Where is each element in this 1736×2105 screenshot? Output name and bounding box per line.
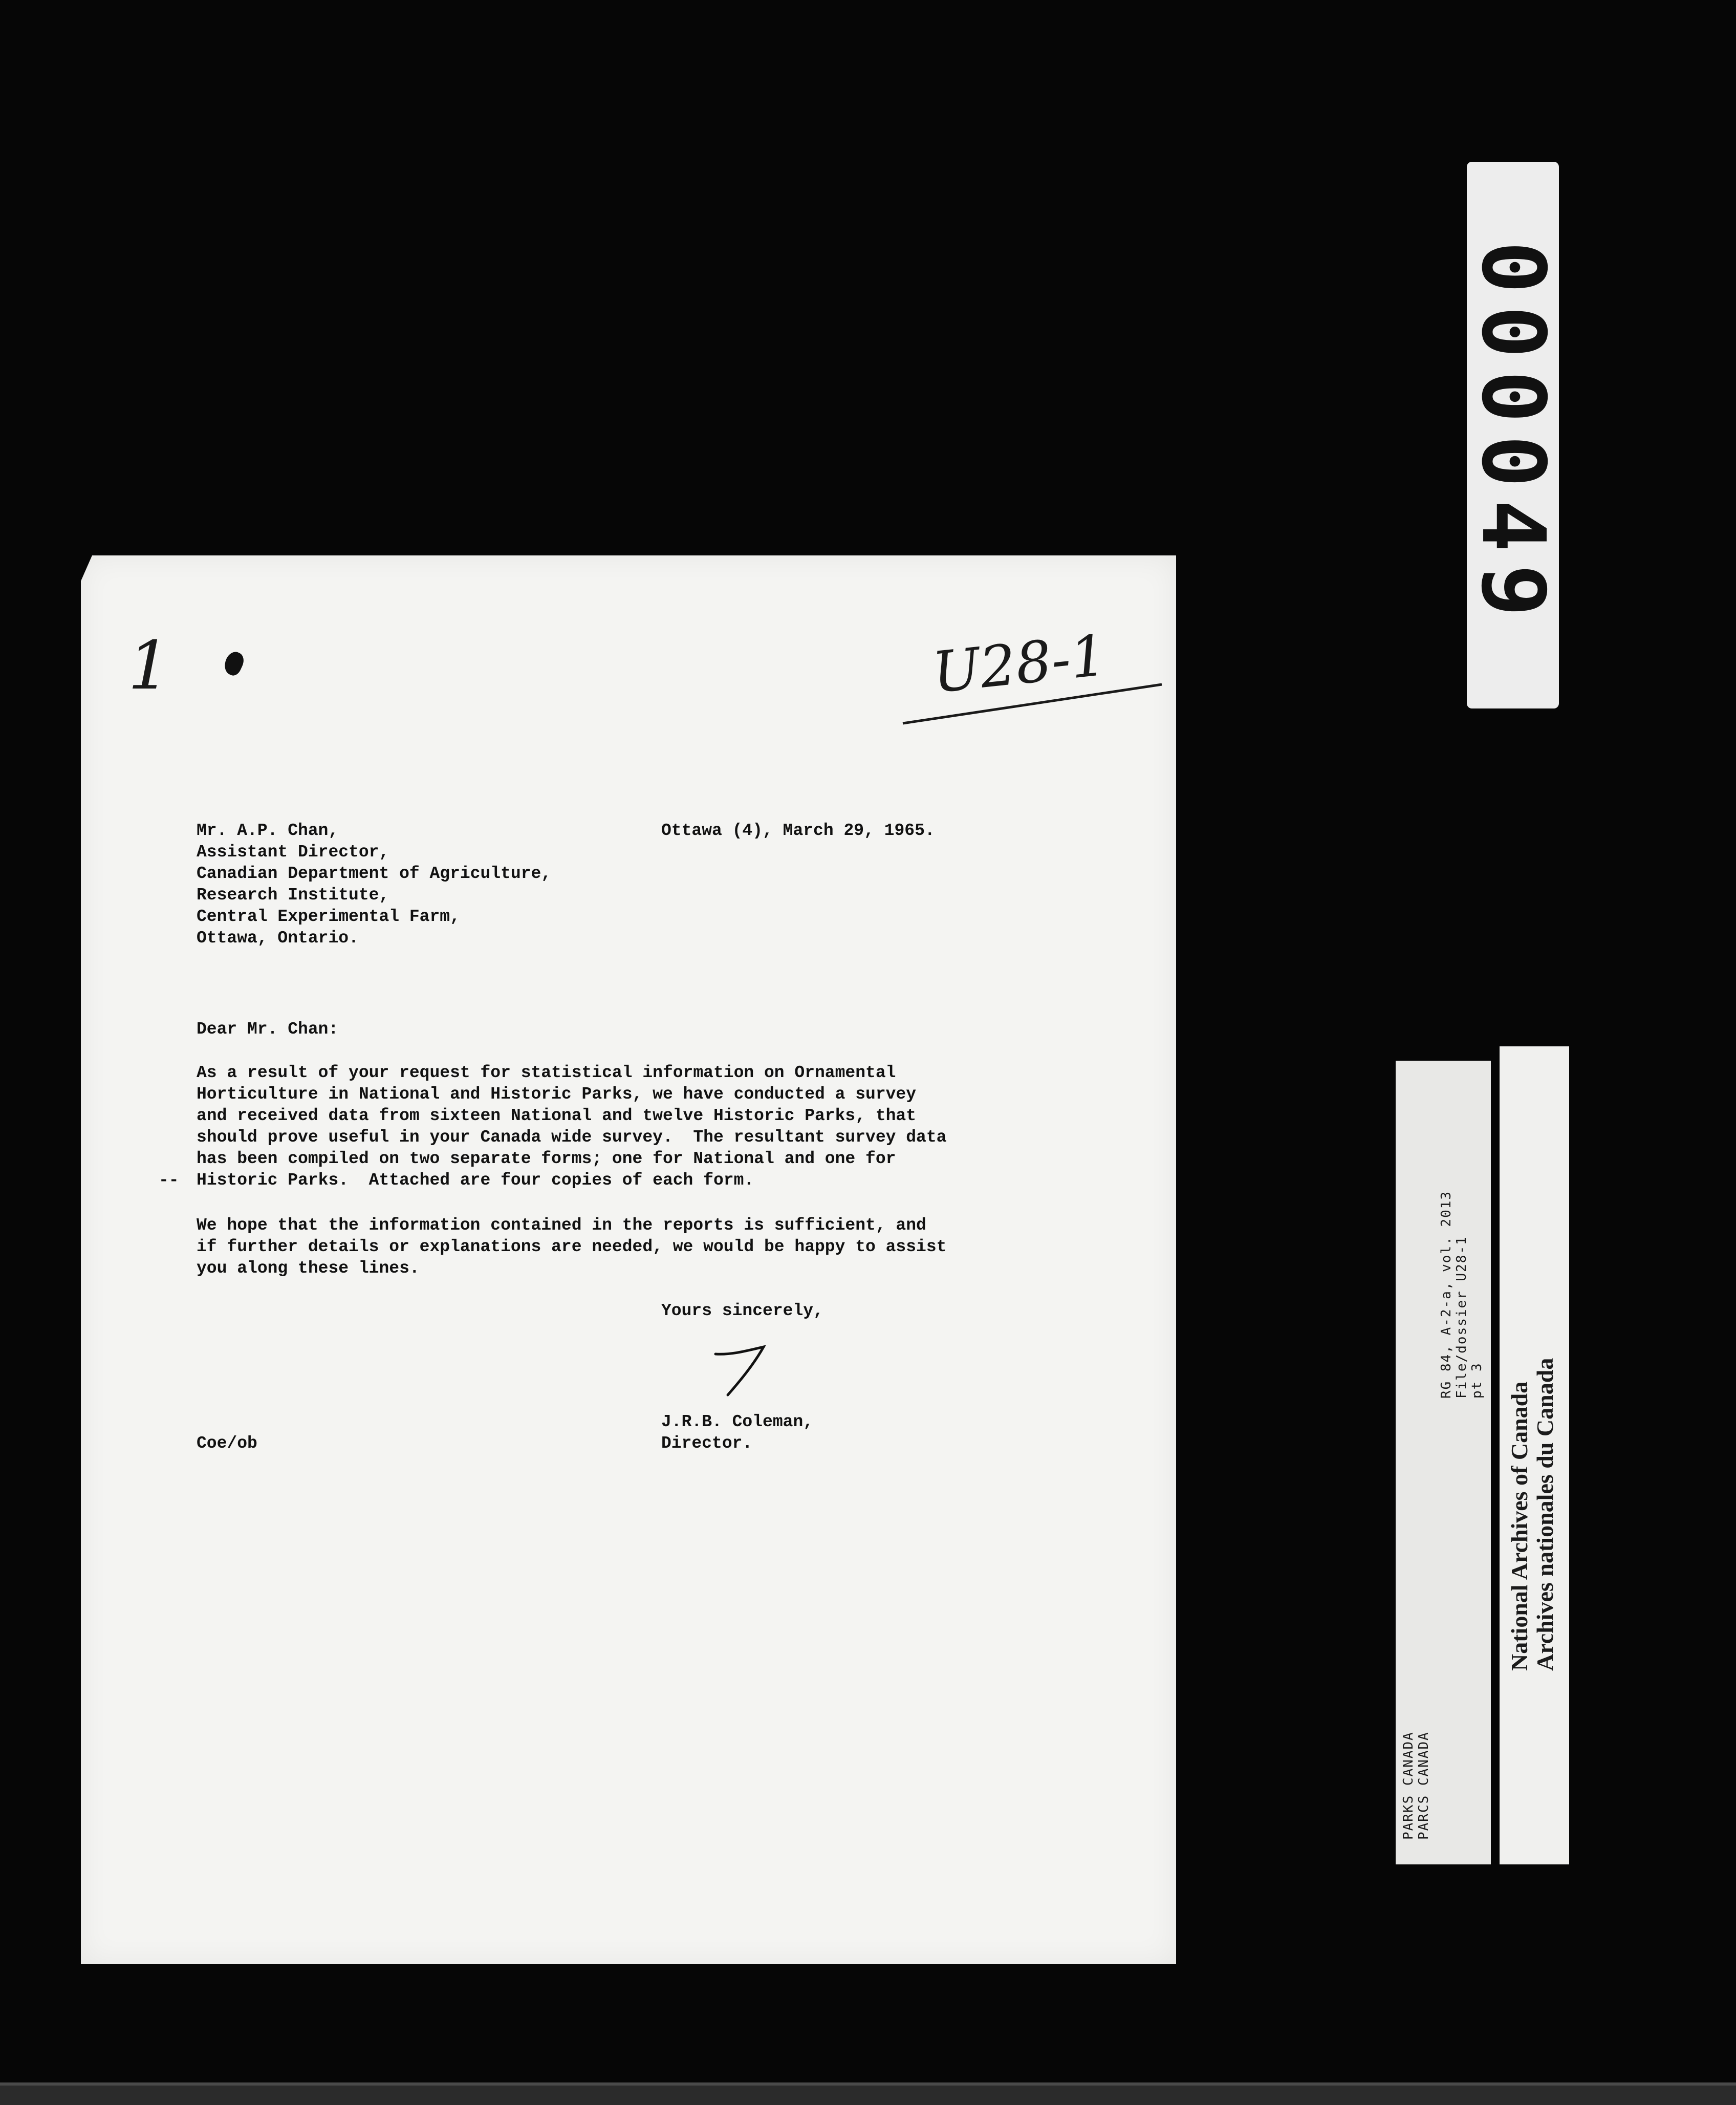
page-folded-corner bbox=[81, 555, 92, 581]
paragraph-line: if further details or explanations are needed, we would be happy to assist bbox=[197, 1237, 947, 1256]
paragraph-line: Historic Parks. Attached are four copies of each form. bbox=[197, 1171, 754, 1190]
closing: Yours sincerely, bbox=[661, 1301, 823, 1320]
date-line: Ottawa (4), March 29, 1965. bbox=[661, 821, 935, 840]
signatory-name: J.R.B. Coleman, bbox=[661, 1412, 814, 1431]
paragraph-line: should prove useful in your Canada wide survey. The resultant survey data bbox=[197, 1128, 947, 1147]
signature bbox=[710, 1343, 782, 1399]
paragraph-line: We hope that the information contained in the reports is sufficient, and bbox=[197, 1216, 926, 1235]
handwritten-file-number: U28-1 bbox=[929, 622, 1110, 706]
margin-mark: -- bbox=[159, 1171, 179, 1190]
archive-reference-line: RG 84, A-2-a, vol. 2013 bbox=[1439, 1190, 1454, 1399]
recipient-line: Research Institute, bbox=[197, 886, 389, 905]
paragraph-line: As a result of your request for statistical information on Ornamental bbox=[197, 1063, 896, 1082]
archive-reference-line: pt 3 bbox=[1469, 1362, 1485, 1399]
recipient-line: Central Experimental Farm, bbox=[197, 907, 460, 926]
bottom-film-edge bbox=[0, 2082, 1736, 2105]
handwritten-underline bbox=[900, 678, 1166, 729]
recipient-line: Assistant Director, bbox=[197, 843, 389, 862]
recipient-line: Mr. A.P. Chan, bbox=[197, 821, 339, 840]
signatory-title: Director. bbox=[661, 1434, 753, 1453]
ink-blot bbox=[221, 649, 247, 678]
frame-number: 000049 bbox=[1462, 241, 1564, 630]
handwritten-folio-number: 1 bbox=[128, 627, 170, 704]
paragraph-line: and received data from sixteen National and twelve Historic Parks, that bbox=[197, 1106, 917, 1125]
archive-label-institution bbox=[1500, 1046, 1569, 1864]
salutation: Dear Mr. Chan: bbox=[197, 1020, 339, 1039]
archive-reference-line: File/dossier U28-1 bbox=[1454, 1236, 1469, 1399]
archives-name-en: National Archives of Canada bbox=[1506, 1381, 1532, 1671]
letter-page bbox=[81, 555, 1176, 1964]
recipient-line: Canadian Department of Agriculture, bbox=[197, 864, 552, 883]
recipient-line: Ottawa, Ontario. bbox=[197, 929, 359, 948]
agency-name-en: PARKS CANADA bbox=[1401, 1731, 1416, 1840]
paragraph-line: Horticulture in National and Historic Parks, we have conducted a survey bbox=[197, 1085, 917, 1104]
archives-name-fr: Archives nationales du Canada bbox=[1532, 1358, 1558, 1671]
reference-initials: Coe/ob bbox=[197, 1434, 257, 1453]
agency-name-fr: PARCS CANADA bbox=[1416, 1731, 1431, 1840]
paragraph-line: has been compiled on two separate forms; one for National and one for bbox=[197, 1149, 896, 1168]
paragraph-line: you along these lines. bbox=[197, 1259, 420, 1278]
frame-number-strip bbox=[1462, 162, 1564, 708]
archive-label-reference bbox=[1396, 1061, 1491, 1864]
